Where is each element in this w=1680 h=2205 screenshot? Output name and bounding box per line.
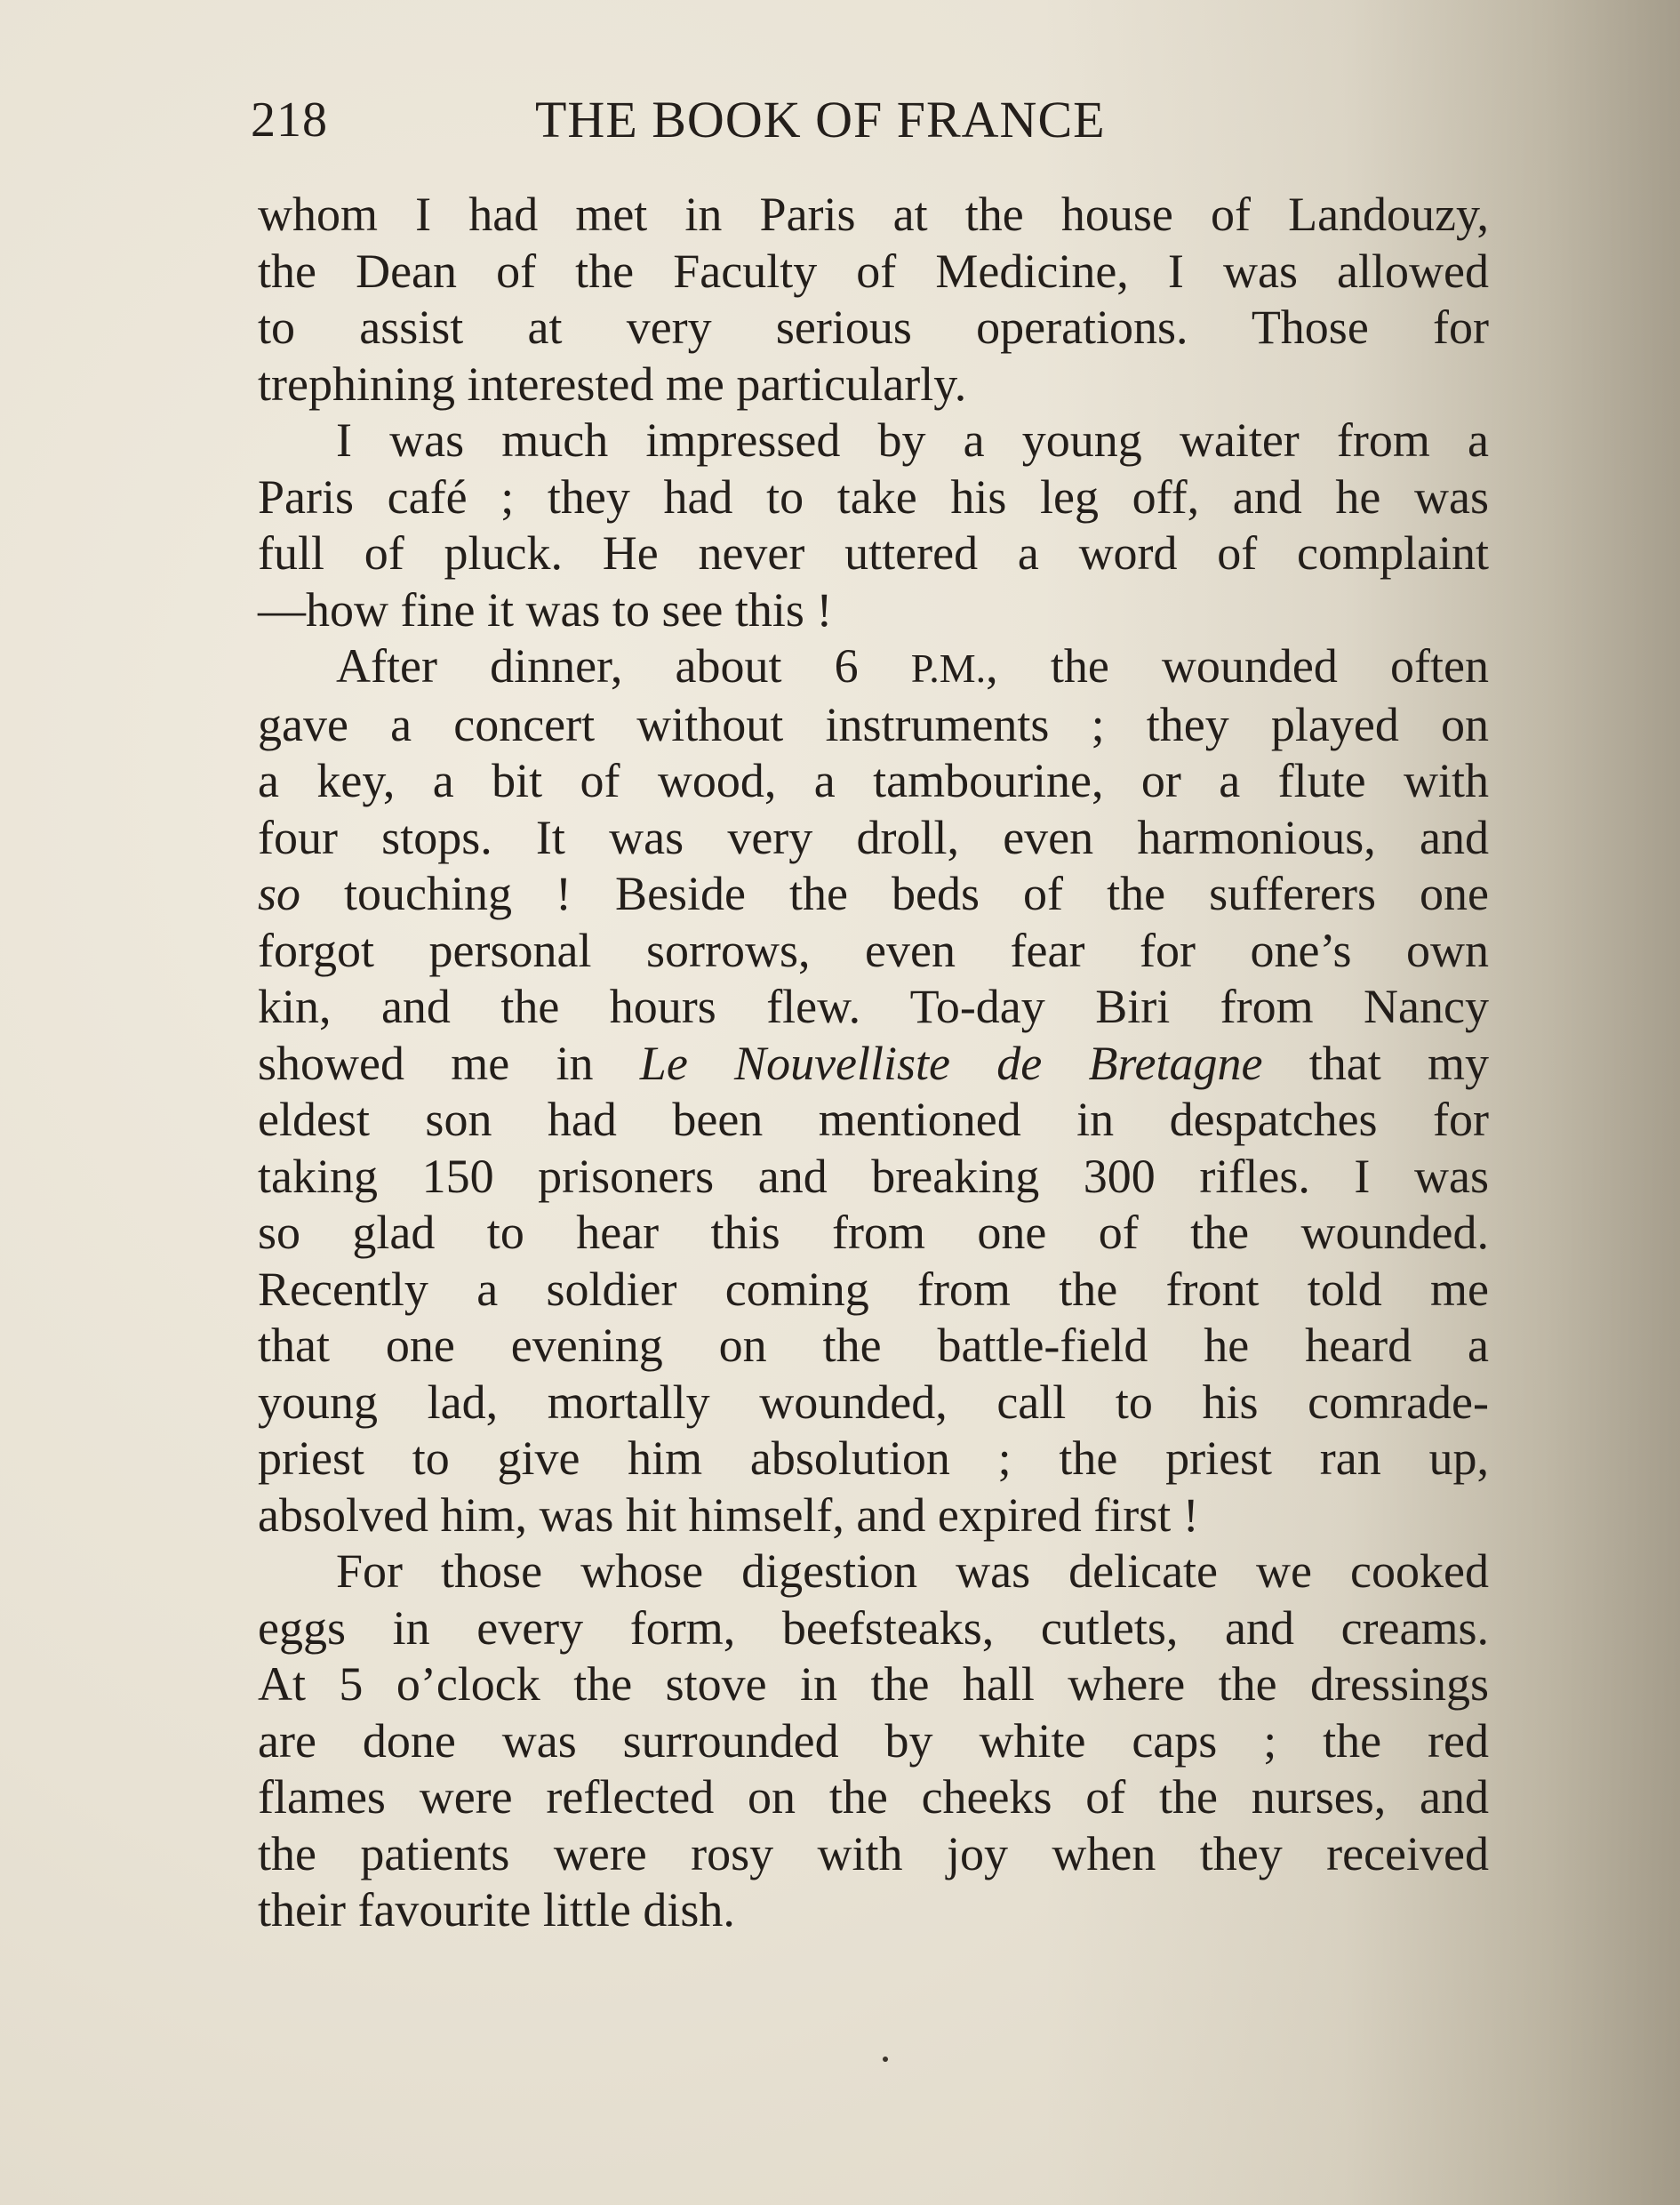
text-line: —how fine it was to see this ! xyxy=(258,582,833,637)
text-line: the Dean of the Faculty of Medicine, I was allowed xyxy=(258,244,1489,298)
paragraph-2 xyxy=(258,413,1489,638)
body-text xyxy=(258,187,1489,1939)
text-line: At 5 o’clock the stove in the hall where the dressings xyxy=(258,1657,1489,1711)
text-line: that one evening on the battle-field he heard a xyxy=(258,1319,1489,1372)
text-line: For those whose digestion was delicate we cooked xyxy=(336,1544,1489,1598)
paragraph-1 xyxy=(258,187,1489,413)
text-line: I was much impressed by a young waiter from a xyxy=(336,413,1489,467)
text-line: whom I had met in Paris at the house of Landouzy, xyxy=(258,188,1489,241)
text-line: flames were reflected on the cheeks of the nurses, and xyxy=(258,1770,1489,1824)
paragraph-4 xyxy=(258,1544,1489,1939)
text-line: eggs in every form, beefsteaks, cutlets, and creams. xyxy=(258,1600,1489,1655)
text-line: to assist at very serious operations. Those for xyxy=(258,301,1489,354)
text-line: forgot personal sorrows, even fear for one’s own xyxy=(258,923,1489,977)
text-line: are done was surrounded by white caps ; the red xyxy=(258,1713,1489,1768)
text-line: absolved him, was hit himself, and expired first ! xyxy=(258,1487,1199,1542)
page-header xyxy=(251,84,1211,156)
text-line: so glad to hear this from one of the wounded. xyxy=(258,1206,1489,1259)
text-line: Recently a soldier coming from the front told me xyxy=(258,1262,1489,1316)
text-line: priest to give him absolution ; the priest ran up, xyxy=(258,1431,1489,1485)
text-line: eldest son had been mentioned in despatches for xyxy=(258,1093,1489,1146)
ink-speck xyxy=(883,2057,888,2062)
text-line: so touching ! Beside the beds of the sufferers one xyxy=(258,867,1489,920)
text-line: trephining interested me particularly. xyxy=(258,357,967,411)
text-line: showed me in Le Nouvelliste de Bretagne that my xyxy=(258,1036,1489,1090)
text-line: four stops. It was very droll, even harmonious, and xyxy=(258,810,1489,864)
text-line: After dinner, about 6 P.M., the wounded often xyxy=(336,639,1489,693)
page-number: 218 xyxy=(251,92,328,148)
text-line: kin, and the hours flew. To-day Biri from Nancy xyxy=(258,980,1489,1033)
running-head: THE BOOK OF FRANCE xyxy=(535,91,1106,148)
text-line: taking 150 prisoners and breaking 300 rifles. I was xyxy=(258,1149,1489,1203)
text-line: full of pluck. He never uttered a word of complaint xyxy=(258,526,1489,580)
text-line: gave a concert without instruments ; they played on xyxy=(258,697,1489,751)
text-line: a key, a bit of wood, a tambourine, or a flute with xyxy=(258,754,1489,807)
paragraph-3 xyxy=(258,638,1489,1544)
text-line: Paris café ; they had to take his leg off, and he was xyxy=(258,469,1489,524)
text-line: the patients were rosy with joy when they received xyxy=(258,1826,1489,1880)
text-line: their favourite little dish. xyxy=(258,1883,735,1936)
text-line: young lad, mortally wounded, call to his comrade- xyxy=(258,1375,1489,1429)
